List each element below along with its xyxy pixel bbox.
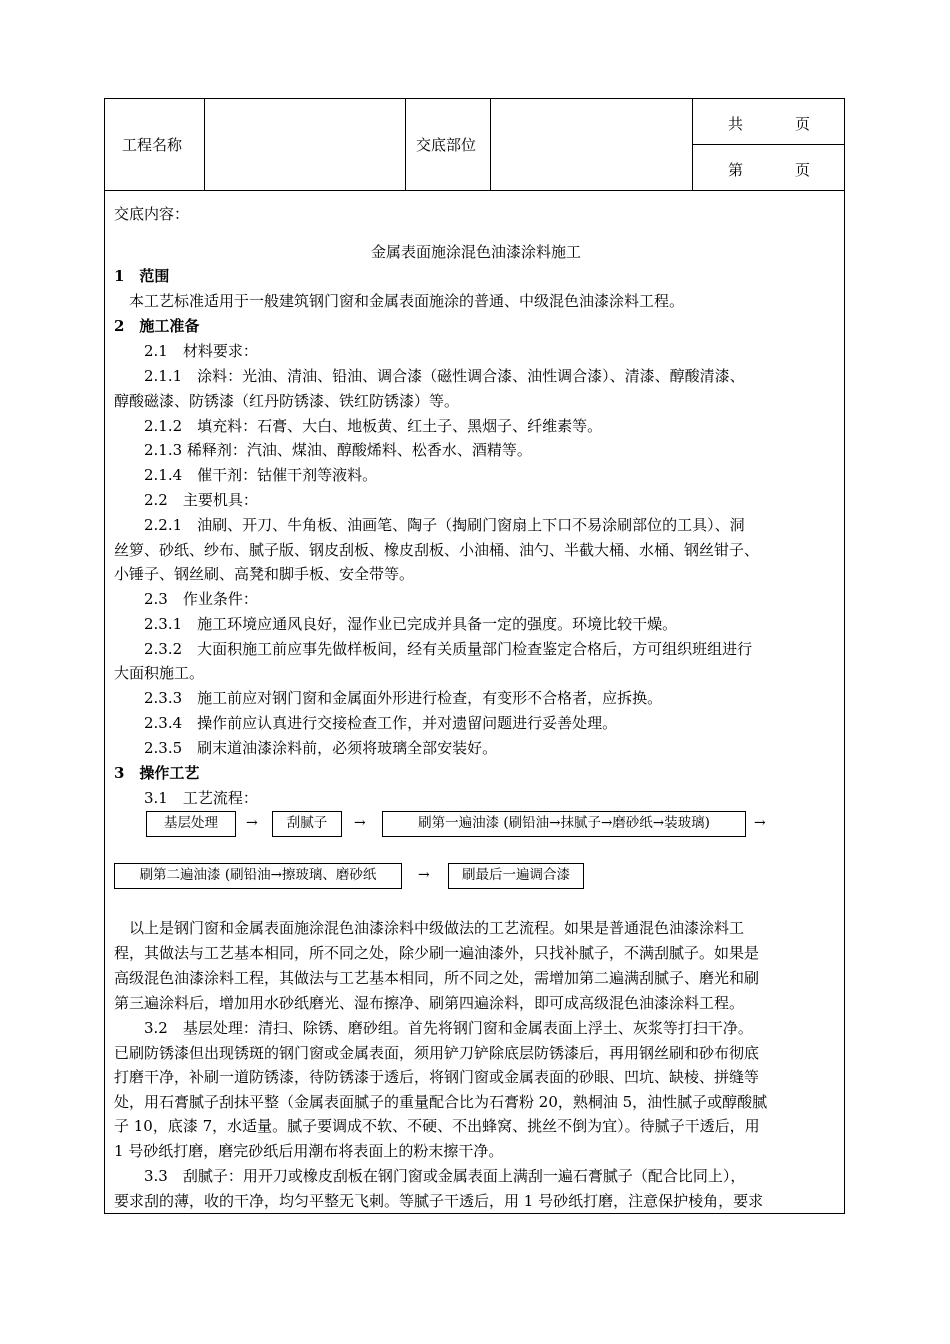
- paragraph-line: 丝箩、砂纸、纱布、腻子版、钢皮刮板、橡皮刮板、小油桶、油勺、半截大桶、水桶、钢丝钳子、: [114, 541, 760, 559]
- paragraph-line: 打磨干净，补刷一道防锈漆，待防锈漆于透后，将钢门窗或金属表面的砂眼、凹坑、缺棱、拼缝等: [114, 1068, 760, 1086]
- header-divider-2: [405, 98, 406, 190]
- section-2-heading: 2 施工准备: [114, 317, 200, 335]
- paragraph-line: 3.1 工艺流程：: [114, 789, 258, 807]
- total-pages-prefix: 共: [728, 115, 744, 133]
- paragraph-line: 3.2 基层处理：清扫、除锈、磨砂组。首先将钢门窗和金属表面上浮土、灰浆等打扫干净。: [114, 1019, 753, 1037]
- paragraph-line: 本工艺标准适用于一般建筑钢门窗和金属表面施涂的普通、中级混色油漆涂料工程。: [114, 292, 685, 310]
- paragraph-line: 2.1.4 催干剂：钴催干剂等液料。: [114, 466, 378, 484]
- paragraph-line: 2.1.1 涂料：光油、清油、铅油、调合漆（磁性调合漆、油性调合漆）、清漆、醇酸清漆、: [114, 367, 745, 385]
- paragraph-line: 处，用石膏腻子刮抹平整（金属表面腻子的重量配合比为石膏粉 20，熟桐油 5，油性腻子或醇酸腻: [114, 1093, 768, 1111]
- paragraph-line: 3.3 刮腻子：用开刀或橡皮刮板在钢门窗或金属表面上满刮一遍石膏腻子（配合比同上），: [114, 1167, 746, 1185]
- paragraph-line: 已刷防锈漆但出现锈斑的钢门窗或金属表面，须用铲刀铲除底层防锈漆后，再用钢丝刷和砂布彻底: [114, 1044, 760, 1062]
- flow-step-putty: 刮腻子: [272, 811, 342, 837]
- section-3-heading: 3 操作工艺: [114, 764, 200, 782]
- flow-arrow-icon: →: [354, 815, 366, 831]
- document-title: 金属表面施涂混色油漆涂料施工: [370, 243, 581, 261]
- header-bottom-line: [104, 190, 845, 191]
- total-pages-suffix: 页: [795, 115, 811, 133]
- paragraph-line: 1 号砂纸打磨，磨完砂纸后用潮布将表面上的粉末擦干净。: [114, 1142, 504, 1160]
- paragraph-line: 2.2.1 油刷、开刀、牛角板、油画笔、陶子（掏刷门窗扇上下口不易涂刷部位的工具）、洞: [114, 516, 745, 534]
- paragraph-line: 2.2 主要机具：: [114, 491, 258, 509]
- handover-part-value[interactable]: [500, 135, 680, 155]
- paragraph-line: 2.3 作业条件：: [114, 590, 258, 608]
- paragraph-line: 2.3.2 大面积施工前应事先做样板间，经有关质量部门检查鉴定合格后，方可组织班组进行: [114, 640, 753, 658]
- section-1-heading: 1 范围: [114, 267, 170, 285]
- paragraph-line: 2.3.5 刷末道油漆涂料前，必须将玻璃全部安装好。: [114, 739, 498, 757]
- paragraph-line: 2.3.3 施工前应对钢门窗和金属面外形进行检查，有变形不合格者，应拆换。: [114, 689, 663, 707]
- paragraph-line: 小锤子、钢丝刷、高凳和脚手板、安全带等。: [114, 565, 415, 583]
- paragraph-line: 2.3.4 操作前应认真进行交接检查工作，并对遗留问题进行妥善处理。: [114, 714, 618, 732]
- flow-arrow-icon: →: [754, 815, 766, 831]
- paragraph-line: 第三遍涂料后，增加用水砂纸磨光、湿布擦净、刷第四遍涂料，即可成高级混色油漆涂料工程。: [114, 994, 745, 1012]
- flow-arrow-icon: →: [418, 867, 430, 883]
- paragraph-line: 2.1.2 填充料：石膏、大白、地板黄、红土子、黑烟子、纤维素等。: [114, 417, 603, 435]
- paragraph-line: 2.1.3 稀释剂：汽油、煤油、醇酸烯料、松香水、酒精等。: [114, 441, 532, 459]
- handover-part-label: 交底部位: [416, 136, 477, 154]
- header-page-split-line: [692, 144, 845, 145]
- paragraph-line: 2.3.1 施工环境应通风良好，湿作业已完成并具备一定的强度。环境比较干燥。: [114, 615, 678, 633]
- flow-step-final-coat: 刷最后一遍调合漆: [448, 863, 584, 889]
- paragraph-line: 高级混色油漆涂料工程，其做法与工艺基本相同，所不同之处，需增加第二遍满刮腻子、磨光和刷: [114, 969, 760, 987]
- flow-step-base-treatment: 基层处理: [146, 811, 236, 837]
- page-no-suffix: 页: [795, 161, 811, 179]
- paragraph-line: 程，其做法与工艺基本相同，所不同之处，除少刷一遍油漆外，只找补腻子，不满刮腻子。如果是: [114, 944, 760, 962]
- paragraph-line: 以上是钢门窗和金属表面施涂混色油漆涂料中级做法的工艺流程。如果是普通混色油漆涂料工: [114, 919, 745, 937]
- project-name-label: 工程名称: [122, 136, 183, 154]
- header-divider-3: [490, 98, 491, 190]
- page-no-prefix: 第: [728, 161, 744, 179]
- intro-label: 交底内容：: [114, 205, 190, 223]
- project-name-value[interactable]: [214, 135, 394, 155]
- flow-step-second-coat: 刷第二遍油漆 (刷铅油→擦玻璃、磨砂纸: [114, 863, 402, 889]
- header-divider-1: [204, 98, 205, 190]
- paragraph-line: 子 10，底漆 7，水适量。腻子要调成不软、不硬、不出蜂窝、挑丝不倒为宜）。待腻子干透后，用: [114, 1117, 760, 1135]
- paragraph-line: 要求刮的薄，收的干净，均匀平整无飞刺。等腻子干透后，用 1 号砂纸打磨，注意保护棱角，要求: [114, 1192, 764, 1210]
- paragraph-line: 醇酸磁漆、防锈漆（红丹防锈漆、铁红防锈漆）等。: [114, 392, 460, 410]
- paragraph-line: 大面积施工。: [114, 664, 205, 682]
- flow-step-first-coat: 刷第一遍油漆 (刷铅油→抹腻子→磨砂纸→装玻璃): [382, 811, 746, 837]
- flow-arrow-icon: →: [246, 815, 258, 831]
- paragraph-line: 2.1 材料要求：: [114, 342, 258, 360]
